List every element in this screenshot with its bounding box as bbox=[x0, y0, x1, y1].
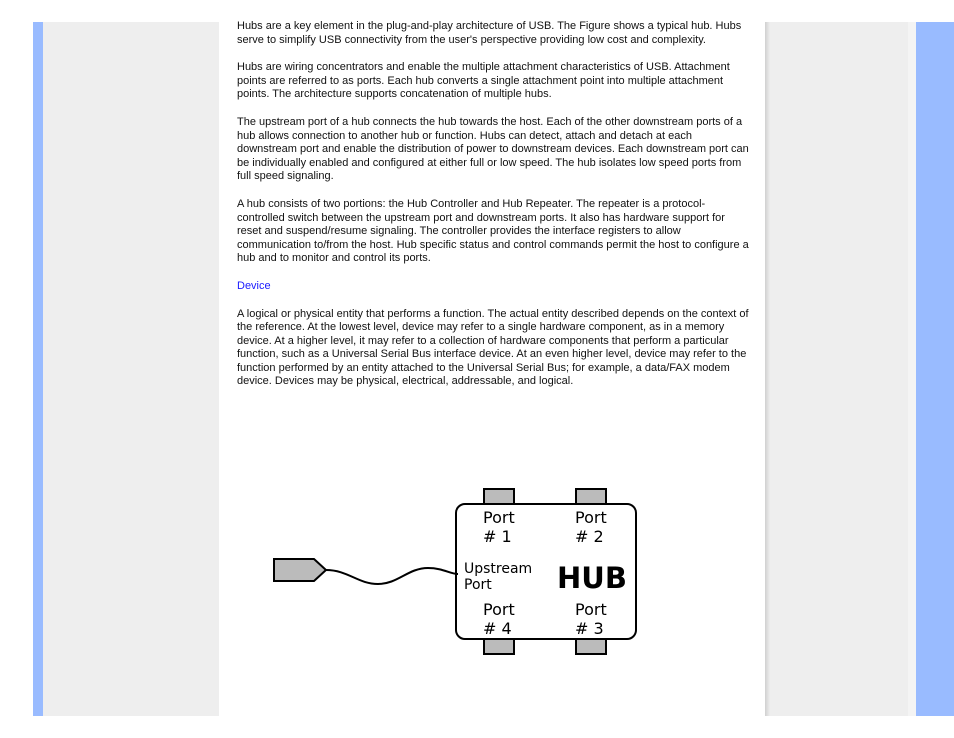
article-text bbox=[237, 20, 749, 403]
paragraph-hub-wiring: Hubs are wiring concentrators and enable the multiple attachment characteristics of USB. Attachment points are referred to as ports. Each hub converts a single attachment point into multiple attachment points. The architecture supports concatenation of multiple hubs. bbox=[237, 61, 730, 101]
device-link[interactable]: Device bbox=[237, 279, 271, 292]
port2-number: # 2 bbox=[575, 527, 604, 546]
port1-tab bbox=[484, 489, 514, 504]
paragraph-hub-intro: Hubs are a key element in the plug-and-play architecture of USB. The Figure shows a typical hub. Hubs serve to simplify USB connectivity from the user's perspective providing low cost and complexity. bbox=[237, 20, 742, 46]
paragraph-upstream-port: The upstream port of a hub connects the hub towards the host. Each of the other downstream ports of a hub allows connection to another hub or function. Hubs can detect, attach and detach at each downstream port and enable the distribution of power to downstream devices. Each downstream port can be individually enabled and configured at either full or low speed. The hub isolates low speed ports from full speed signaling. bbox=[237, 115, 749, 183]
port2-tab bbox=[576, 489, 606, 504]
right-gutter bbox=[765, 22, 908, 716]
hub-diagram bbox=[268, 484, 640, 656]
right-edge bbox=[908, 22, 916, 716]
upstream-cable bbox=[326, 568, 458, 584]
upstream-plug bbox=[274, 559, 326, 581]
upstream-word: Upstream bbox=[464, 561, 533, 577]
port2-word: Port bbox=[575, 508, 607, 527]
port1-word: Port bbox=[483, 508, 515, 527]
right-blue-stripe bbox=[916, 22, 954, 716]
port4-tab bbox=[484, 639, 514, 654]
port4-number: # 4 bbox=[483, 619, 512, 638]
right-gutter-shadow bbox=[765, 22, 770, 716]
port3-tab bbox=[576, 639, 606, 654]
port1-number: # 1 bbox=[483, 527, 512, 546]
left-blue-stripe bbox=[33, 22, 43, 716]
port4-word: Port bbox=[483, 600, 515, 619]
paragraph-device-definition: A logical or physical entity that performs a function. The actual entity described depends on the context of the reference. At the lowest level, device may refer to a single hardware component, as in a memory device. At a higher level, it may refer to a collection of hardware components that perform a particular function, such as a Universal Serial Bus interface device. At an even higher level, device may refer to the function performed by an entity attached to the Universal Serial Bus; for example, a data/FAX modem device. Devices may be physical, electrical, addressable, and logical. bbox=[237, 307, 749, 388]
hub-label: HUB bbox=[557, 561, 627, 595]
paragraph-hub-portions: A hub consists of two portions: the Hub Controller and Hub Repeater. The repeater is a protocol-controlled switch between the upstream port and downstream ports. It also has hardware support for reset and suspend/resume signaling. The controller provides the interface registers to allow communication to/from the host. Hub specific status and control commands permit the host to configure a hub and to monitor and control its ports. bbox=[237, 197, 749, 265]
device-heading bbox=[237, 280, 749, 294]
left-gutter bbox=[43, 22, 219, 716]
port3-word: Port bbox=[575, 600, 607, 619]
port3-number: # 3 bbox=[575, 619, 604, 638]
upstream-port-word: Port bbox=[464, 577, 492, 593]
